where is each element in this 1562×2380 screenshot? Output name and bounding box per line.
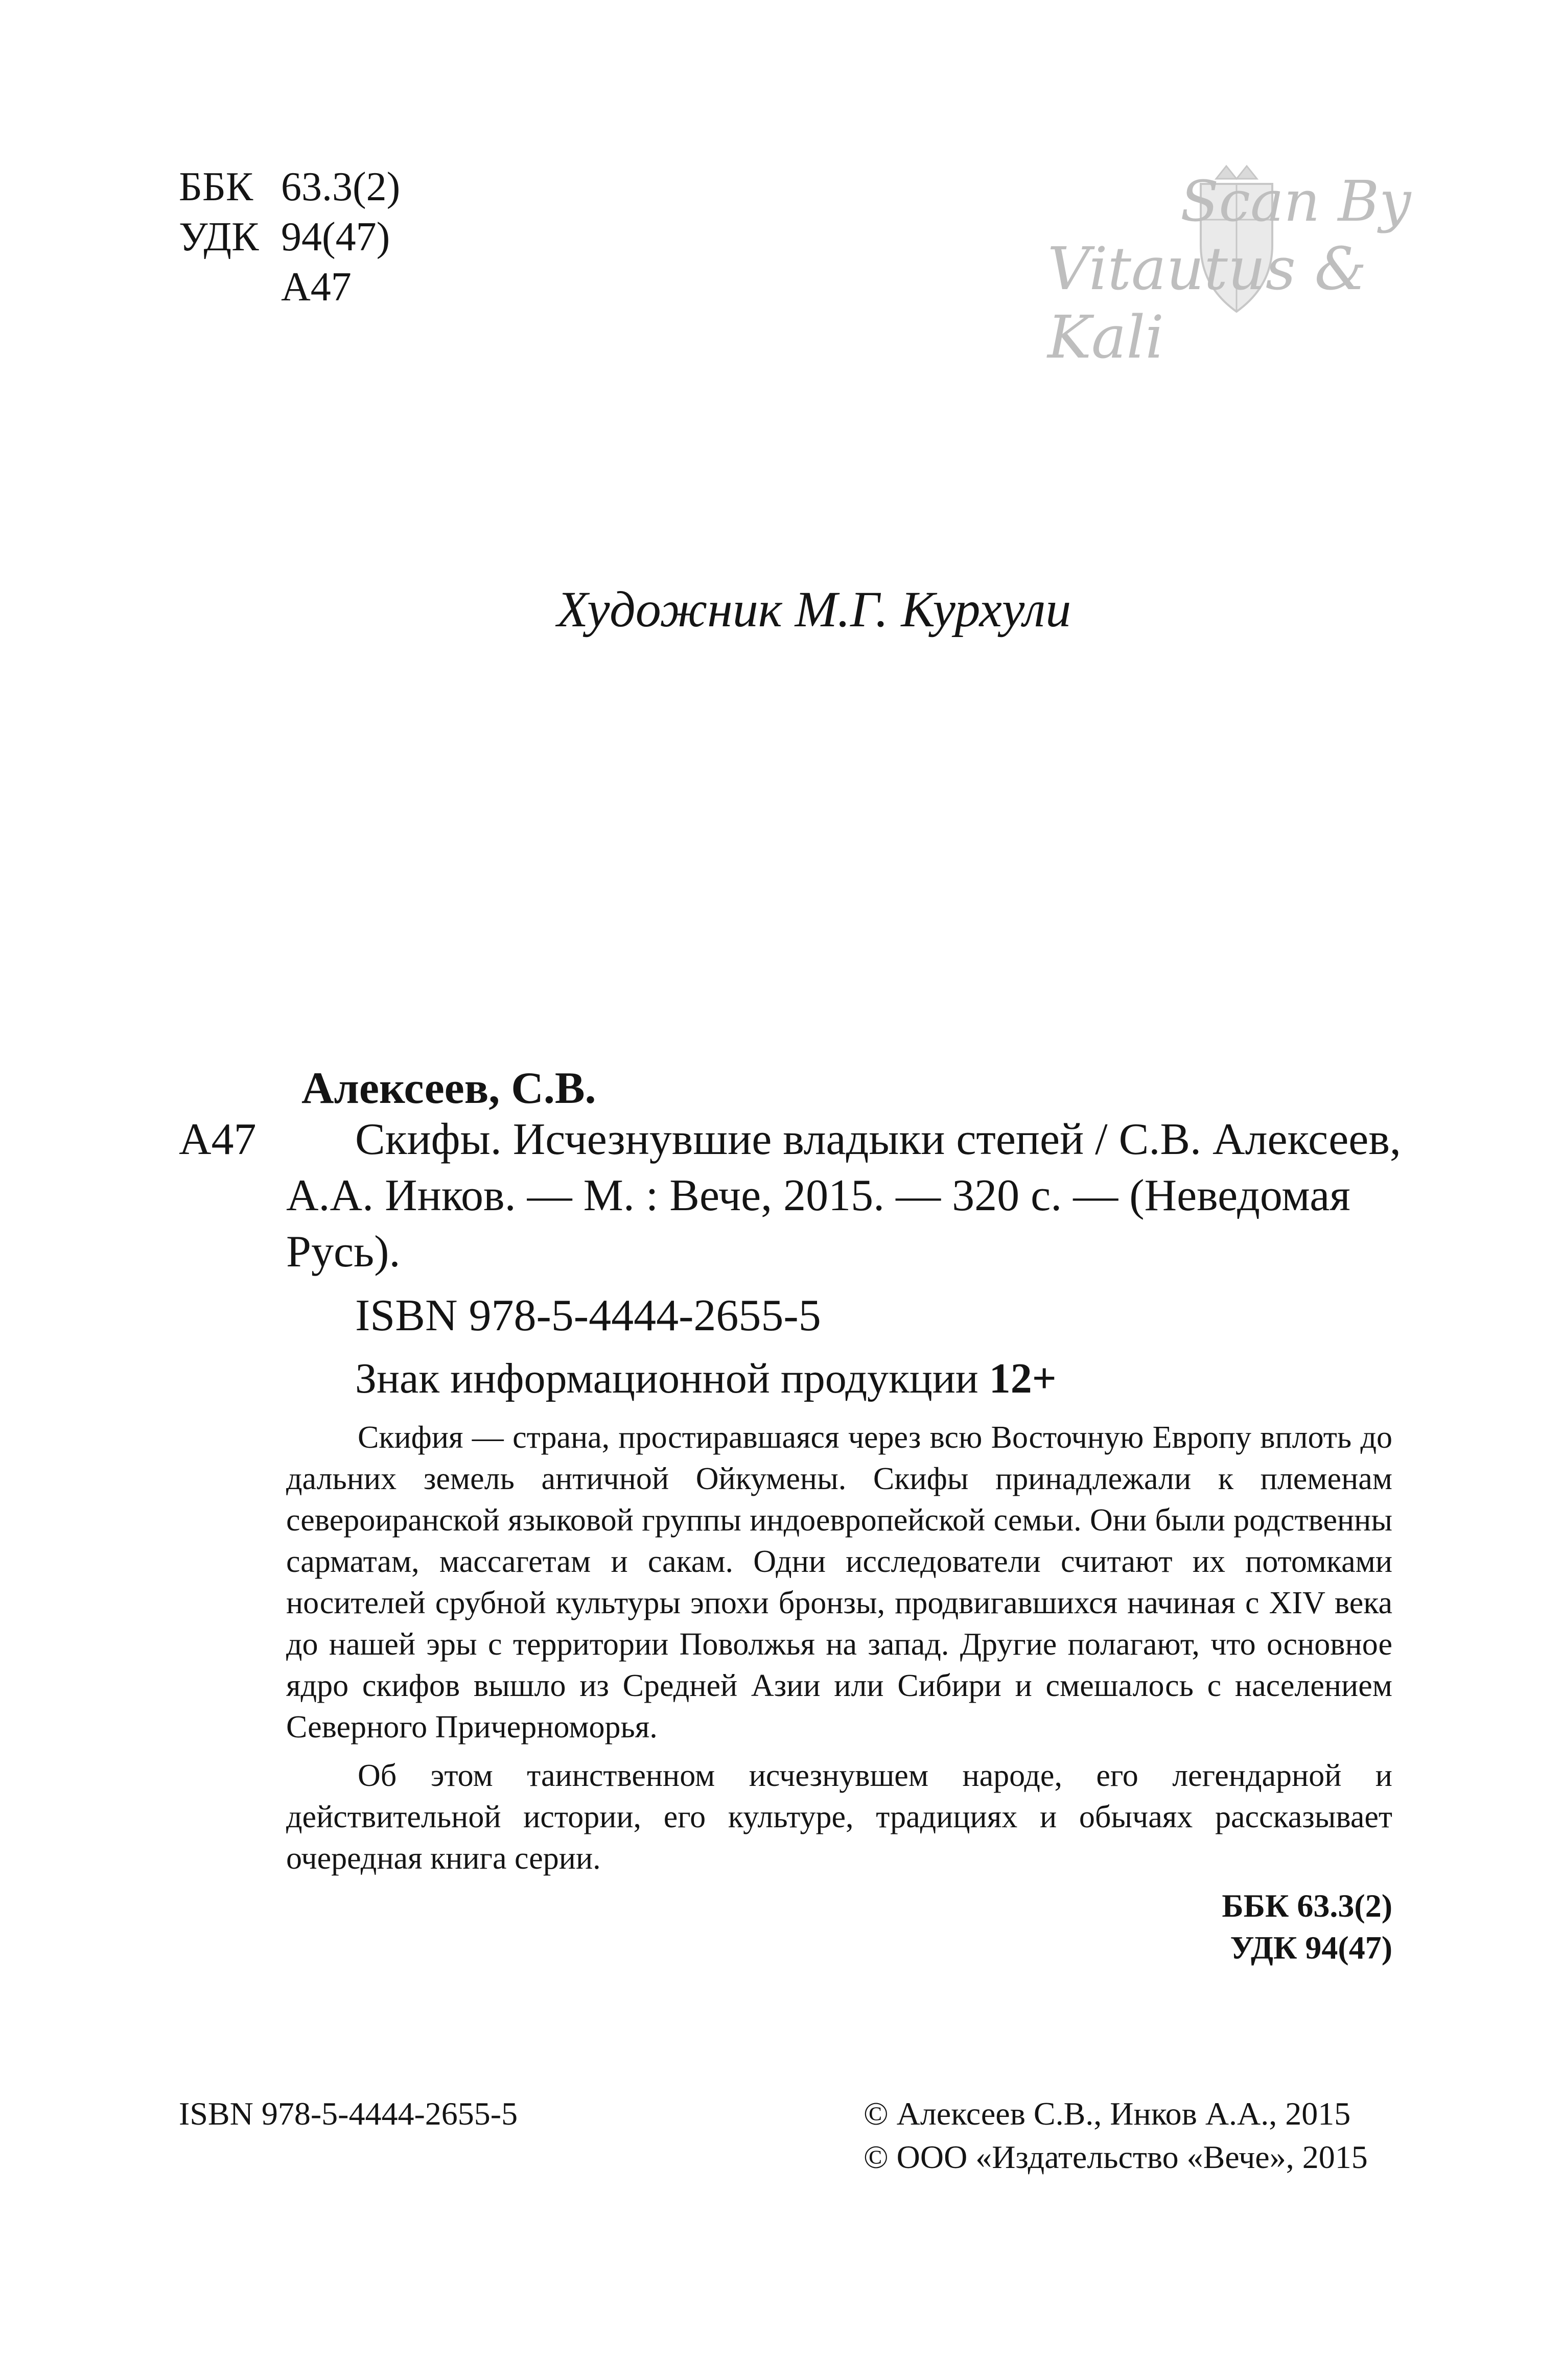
sign-age: 12+ bbox=[989, 1355, 1057, 1402]
isbn-record: ISBN 978-5-4444-2655-5 bbox=[355, 1291, 821, 1340]
content-age-sign bbox=[355, 1354, 1057, 1403]
bib-line-3: Русь). bbox=[286, 1227, 401, 1277]
copyright-line-1: © Алексеев С.В., Инков А.А., 2015 bbox=[864, 2095, 1351, 2132]
watermark-line-1: Scan By bbox=[1180, 169, 1411, 234]
udk-bottom: УДК 94(47) bbox=[1230, 1929, 1392, 1966]
bib-line-1: Скифы. Исчезнувшие владыки степей / С.В. Алексеев, bbox=[355, 1115, 1401, 1164]
footer-isbn: ISBN 978-5-4444-2655-5 bbox=[179, 2095, 518, 2132]
annotation-paragraph-2: Об этом таинственном исчезнувшем народе, его легендарной и действительной истории, его культуре, традициях и обычаях рассказывает очередная книга серии. bbox=[286, 1758, 1392, 1876]
classification-block bbox=[179, 162, 485, 316]
copyright-line-2: © ООО «Издательство «Вече», 2015 bbox=[864, 2139, 1368, 2175]
bib-line-2: А.А. Инков. — М. : Вече, 2015. — 320 с. — (Неведомая bbox=[286, 1171, 1350, 1220]
side-code: А47 bbox=[179, 1115, 257, 1164]
watermark-line-2: Vitautus & Kali bbox=[1047, 235, 1367, 372]
sign-text: Знак информационной продукции bbox=[355, 1355, 978, 1402]
annotation-paragraph-1: Скифия — страна, простиравшаяся через всю Восточную Европу вплоть до дальних земель античной Ойкумены. Скифы принадлежали к племенам североиранской языковой группы индоевропейской семьи. Они были родственны сарматам, массагетам и сакам. Одни исследователи считают их потомками носителей срубной культуры эпохи бронзы, продвигавшихся начиная с XIV века до нашей эры с территории Поволжья на запад. Другие полагают, что основное ядро скифов вышло из Средней Азии или Сибири и смешалось с населением Северного Причерноморья. bbox=[286, 1420, 1392, 1745]
udk-label: УДК bbox=[179, 215, 259, 260]
bbk-value: 63.3(2) bbox=[281, 164, 401, 209]
scan-watermark bbox=[1047, 163, 1426, 372]
artist-credit: Художник М.Г. Курхули bbox=[557, 581, 1071, 638]
udk-value: 94(47) bbox=[281, 215, 390, 260]
annotation bbox=[286, 1417, 1392, 1879]
bbk-bottom: ББК 63.3(2) bbox=[1222, 1888, 1392, 1924]
bbk-label: ББК bbox=[179, 164, 253, 209]
author-heading: Алексеев, С.В. bbox=[301, 1064, 596, 1113]
bottom-classification bbox=[1073, 1885, 1392, 1969]
author-mark: А47 bbox=[281, 265, 352, 310]
